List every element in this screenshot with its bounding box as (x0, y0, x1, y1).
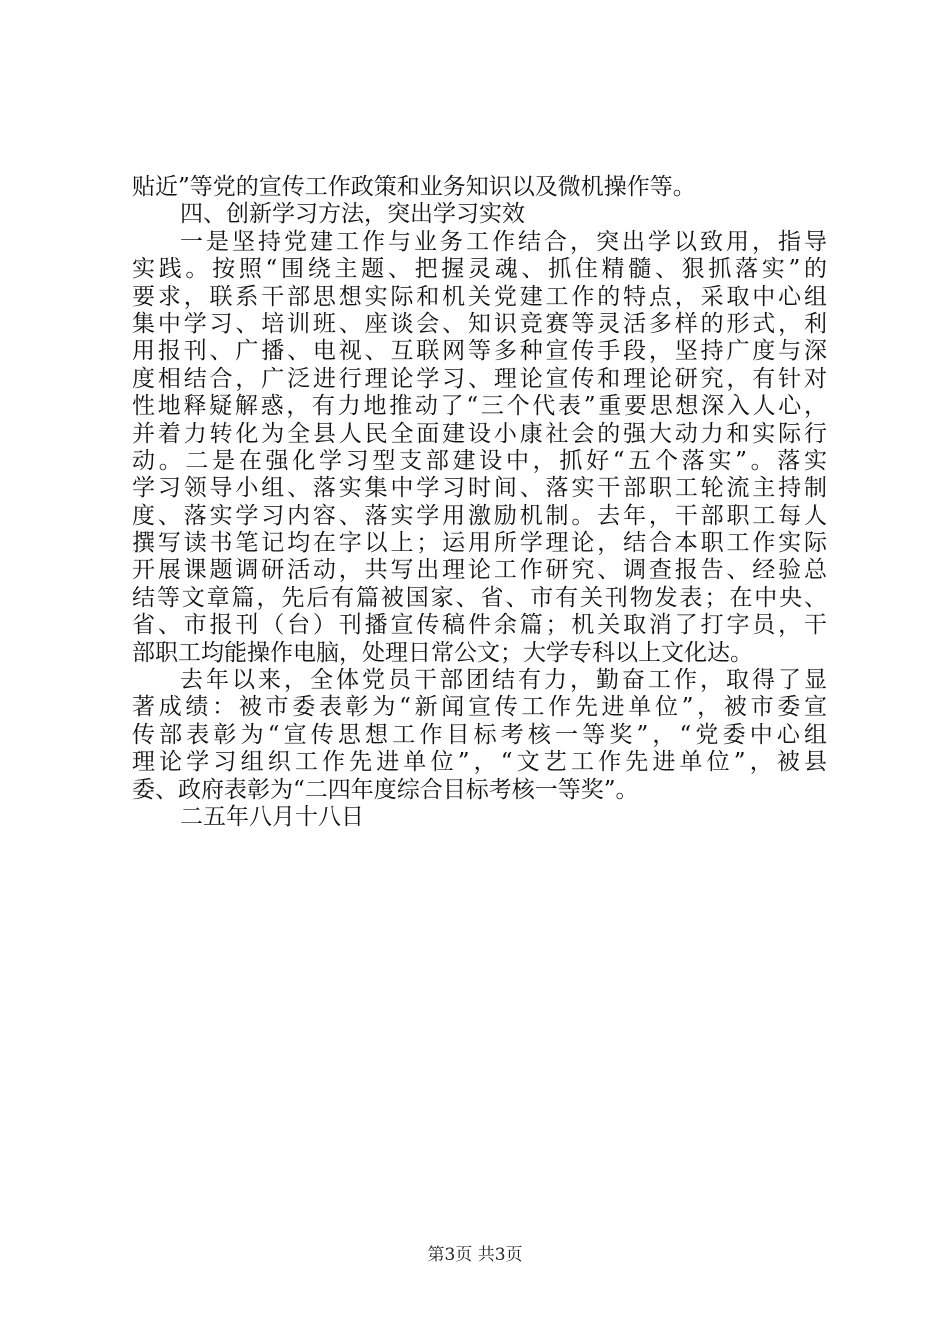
text-line: 理论学习组织工作先进单位”，“文艺工作先进单位”，被县 (132, 749, 827, 776)
text-line: 委、政府表彰为“二四年度综合目标考核一等奖”。 (132, 776, 639, 803)
text-line: 要求，联系干部思想实际和机关党建工作的特点，采取中心组 (132, 283, 827, 310)
text-line: 并着力转化为全县人民全面建设小康社会的强大动力和实际行 (132, 420, 827, 447)
text-line: 用报刊、广播、电视、互联网等多种宣传手段，坚持广度与深 (132, 338, 827, 365)
text-line: 度、落实学习内容、落实学用激励机制。去年，干部职工每人 (132, 502, 827, 529)
text-line: 学习领导小组、落实集中学习时间、落实干部职工轮流主持制 (132, 475, 827, 502)
text-line: 一是坚持党建工作与业务工作结合，突出学以致用，指导 (180, 228, 827, 255)
page-number: 第3页 共3页 (427, 1245, 523, 1265)
text-line: 性地释疑解惑，有力地推动了“三个代表”重要思想深入人心， (132, 393, 827, 420)
text-line: 开展课题调研活动，共写出理论工作研究、调查报告、经验总 (132, 557, 827, 584)
text-line: 去年以来，全体党员干部团结有力，勤奋工作，取得了显 (180, 667, 827, 694)
text-line: 省、市报刊（台）刊播宣传稿件余篇；机关取消了打字员，干 (132, 612, 827, 639)
text-line: 贴近”等党的宣传工作政策和业务知识以及微机操作等。 (132, 174, 696, 200)
text-line: 度相结合，广泛进行理论学习、理论宣传和理论研究，有针对 (132, 365, 827, 392)
document-body (132, 174, 827, 831)
text-line: 撰写读书笔记均在字以上；运用所学理论，结合本职工作实际 (132, 530, 827, 557)
text-line: 实践。按照“围绕主题、把握灵魂、抓住精髓、狠抓落实”的 (132, 256, 827, 283)
text-line: 集中学习、培训班、座谈会、知识竞赛等灵活多样的形式，利 (132, 310, 827, 337)
text-line: 动。二是在强化学习型支部建设中，抓好“五个落实”。落实 (132, 447, 827, 474)
date-line: 二五年八月十八日 (180, 803, 364, 830)
text-line: 著成绩：被市委表彰为“新闻宣传工作先进单位”，被市委宣 (132, 694, 827, 721)
text-line: 部职工均能操作电脑，处理日常公文；大学专科以上文化达。 (132, 639, 753, 666)
section-heading: 四、创新学习方法，突出学习实效 (180, 201, 525, 228)
text-line: 结等文章篇，先后有篇被国家、省、市有关刊物发表；在中央、 (132, 584, 827, 611)
page-footer (0, 1244, 950, 1266)
text-line: 传部表彰为“宣传思想工作目标考核一等奖”，“党委中心组 (132, 721, 827, 748)
